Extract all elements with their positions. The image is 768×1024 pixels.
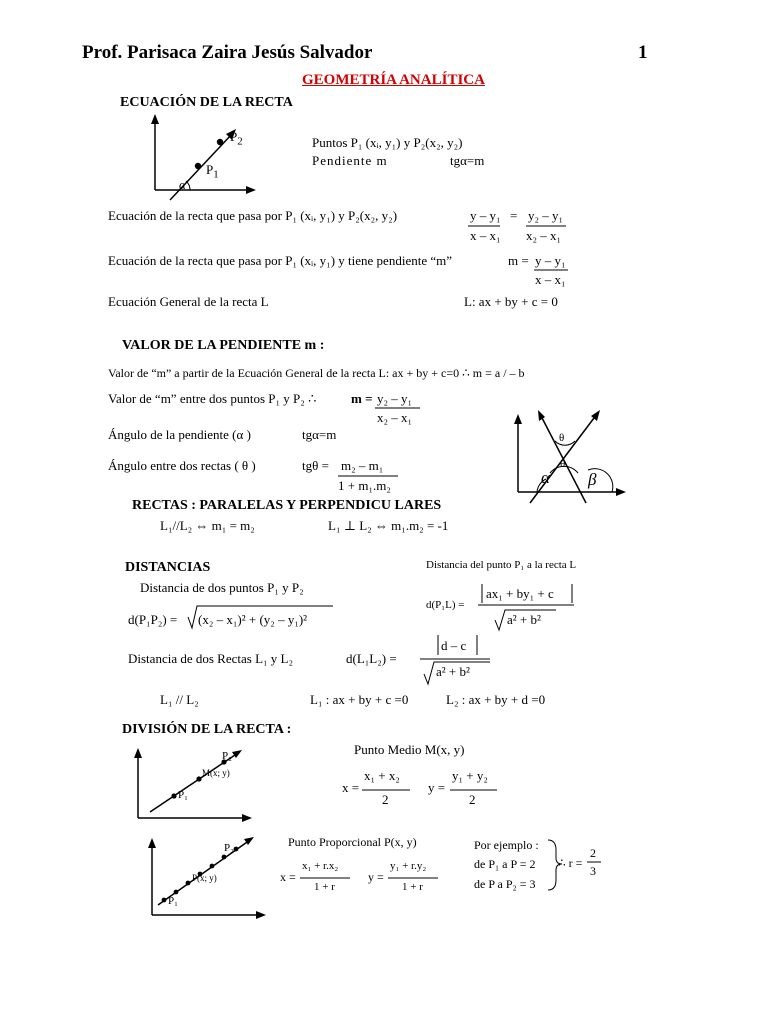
page-title: GEOMETRÍA ANALÍTICA	[302, 72, 485, 88]
punto-proporcional-label: Punto Proporcional P(x, y)	[288, 835, 417, 849]
eq2-text: Ecuación de la recta que pasa por P₁ (xᵢ, y₁) y tiene pendiente “m”	[108, 253, 452, 268]
eq1-den-right: x₂ – x₁	[526, 228, 562, 243]
dist-puntos-label: Distancia de dos puntos P₁ y P₂	[140, 580, 304, 595]
pp-y-num: y₁ + r.y₂	[390, 860, 427, 872]
midpoint-figure	[134, 748, 252, 822]
angulo-rectas-den: 1 + m₁.m₂	[338, 478, 391, 493]
fig3-m-label: M(x; y)	[202, 768, 230, 778]
ejemplo-r-lhs: ∴ r =	[558, 856, 583, 870]
fig1-alpha-label: α	[179, 177, 186, 192]
valor-m-num: y₂ – y₁	[377, 391, 413, 406]
fig2-beta: β	[588, 470, 597, 489]
eq2-den: x – x₁	[535, 272, 566, 287]
line-figure-1	[151, 114, 256, 200]
eq3-text: Ecuación General de la recta L	[108, 294, 269, 309]
pp-y-den: 1 + r	[402, 881, 423, 893]
angle-figure	[514, 410, 626, 503]
fig3-p2-label: P₂	[222, 750, 232, 762]
section-heading-division: DIVISIÓN DE LA RECTA :	[122, 722, 292, 737]
angulo-rectas-lhs: tgθ =	[302, 458, 329, 473]
eq1-den-left: x – x₁	[470, 228, 501, 243]
ejemplo-line1: de P₁ a P = 2	[474, 857, 536, 871]
dist-puntos-radicand: (x₂ – x₁)² + (y₂ – y₁)²	[198, 612, 308, 627]
section-heading-ecuacion: ECUACIÓN DE LA RECTA	[120, 95, 293, 110]
fig2-theta-bottom: θ	[560, 458, 566, 470]
fig3-p1-label: P₁	[178, 789, 188, 801]
eq1-num-right: y₂ – y₁	[528, 208, 564, 223]
dist-punto-recta-label: Distancia del punto P₁ a la recta L	[426, 559, 577, 571]
pp-x-den: 1 + r	[314, 881, 335, 893]
angulo-pendiente-val: tgα=m	[302, 427, 337, 442]
eq3-value: L: ax + by + c = 0	[464, 294, 558, 309]
dist-punto-recta-num: ax₁ + by₁ + c	[486, 586, 554, 601]
pm-x-num: x₁ + x₂	[364, 768, 400, 783]
dist-rectas-num: d – c	[441, 638, 467, 653]
author-header: Prof. Parisaca Zaira Jesús Salvador	[82, 42, 373, 63]
dist-rectas-label: Distancia de dos Rectas L₁ y L₂	[128, 651, 294, 666]
fig2-theta-top: θ	[559, 432, 565, 444]
dist-puntos-lhs: d(P₁P₂) =	[128, 612, 178, 627]
section-heading-paralelas: RECTAS : PARALELAS Y PERPENDICU LARES	[132, 498, 442, 513]
fig4-p2-label: P₂	[224, 842, 234, 854]
valor-m-den: x₂ – x₁	[377, 410, 413, 425]
recta-l2-eq: L₂ : ax + by + d =0	[446, 692, 546, 707]
recta-l1-eq: L₁ : ax + by + c =0	[310, 692, 409, 707]
valor-m-lhs: m =	[351, 391, 373, 406]
fig1-p2-label: $P_2$	[230, 129, 243, 148]
ejemplo-title: Por ejemplo :	[474, 838, 539, 852]
pm-x-lhs: x =	[342, 780, 360, 795]
eq1-text: Ecuación de la recta que pasa por P₁ (xᵢ, y₁) y P₂(x₂, y₂)	[108, 208, 398, 223]
paralelas-cond: L₁//L₂ ⇔ m₁ = m₂	[160, 518, 255, 533]
punto-medio-label: Punto Medio M(x, y)	[354, 742, 465, 757]
ejemplo-line2: de P a P₂ = 3	[474, 877, 536, 891]
pp-y-lhs: y =	[368, 870, 384, 884]
eq1-num-left: y – y₁	[470, 208, 501, 223]
eq1-equals: =	[510, 208, 518, 223]
dist-punto-recta-den: a² + b²	[507, 612, 541, 627]
pm-y-den: 2	[469, 792, 476, 807]
dist-rectas-den: a² + b²	[436, 664, 470, 679]
fig1-p1-label: $P_1$	[206, 162, 219, 181]
valor-m-general: Valor de “m” a partir de la Ecuación General de la recta L: ax + by + c=0 ∴ m = a / – b	[108, 366, 525, 380]
section-heading-pendiente: VALOR DE LA PENDIENTE m :	[122, 338, 325, 353]
page-number: 1	[638, 42, 648, 63]
pm-y-lhs: y =	[428, 780, 446, 795]
ejemplo-r-den: 3	[590, 864, 596, 878]
angulo-rectas-num: m₂ – m₁	[341, 458, 384, 473]
pp-x-num: x₁ + r.x₂	[302, 860, 339, 872]
fig2-alpha: α	[541, 468, 550, 487]
dist-punto-recta-lhs: d(P₁L) =	[426, 599, 465, 611]
pendiente-label: Pendiente m	[312, 153, 388, 168]
fig4-p1-label: P₁	[168, 895, 178, 907]
eq2-num: y – y₁	[535, 253, 566, 268]
section-heading-distancias: DISTANCIAS	[125, 560, 211, 575]
ejemplo-r-num: 2	[590, 846, 596, 860]
puntos-text: Puntos P₁ (xᵢ, y₁) y P₂(x₂, y₂)	[312, 135, 463, 150]
rectas-paralelas: L₁ // L₂	[160, 692, 199, 707]
pm-x-den: 2	[382, 792, 389, 807]
perpendiculares-cond: L₁ ⊥ L₂ ⇔ m₁.m₂ = -1	[328, 518, 449, 533]
angulo-pendiente: Ángulo de la pendiente (α )	[108, 427, 251, 442]
pendiente-value: tgα=m	[450, 153, 485, 168]
fig4-p-label: P(x; y)	[192, 873, 217, 883]
angulo-rectas: Ángulo entre dos rectas ( θ )	[108, 458, 256, 473]
valor-m-puntos: Valor de “m” entre dos puntos P₁ y P₂ ∴	[108, 391, 317, 406]
pp-x-lhs: x =	[280, 870, 296, 884]
dist-rectas-lhs: d(L₁L₂) =	[346, 651, 397, 666]
eq2-lhs: m =	[508, 253, 529, 268]
pm-y-num: y₁ + y₂	[452, 768, 488, 783]
